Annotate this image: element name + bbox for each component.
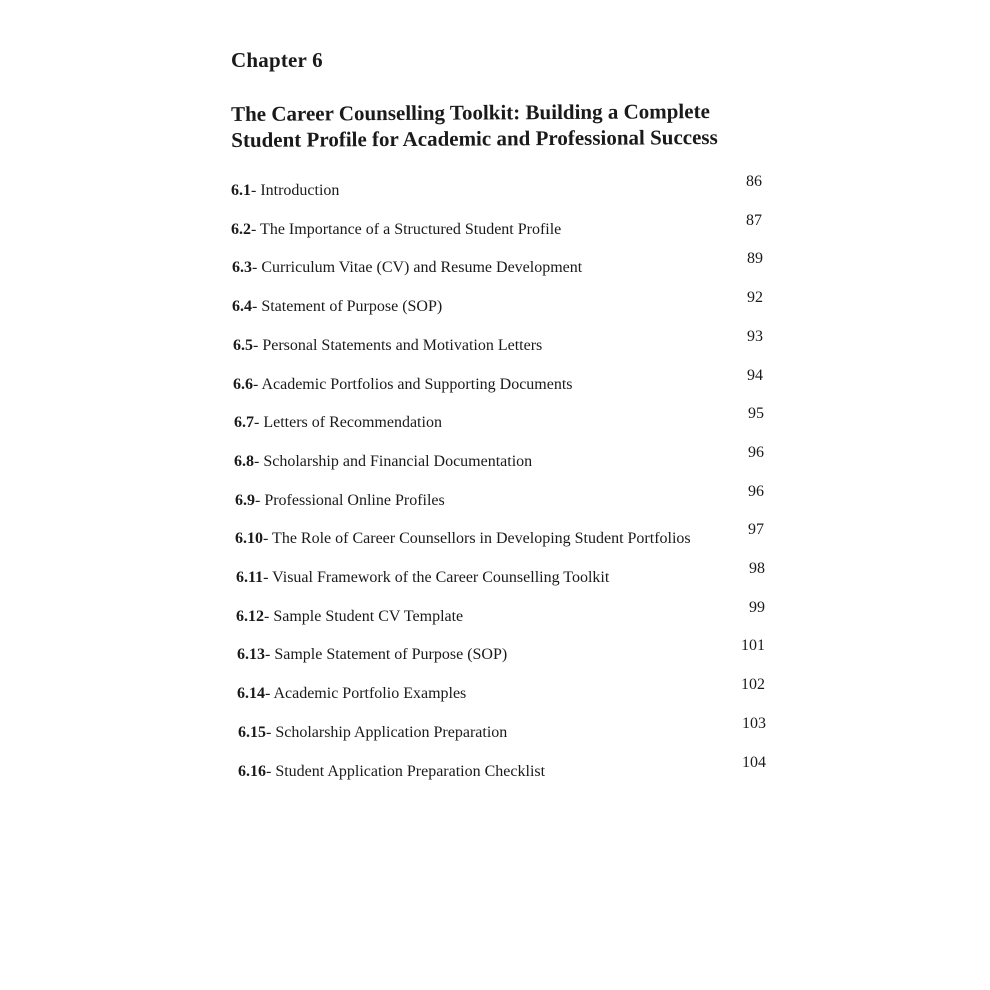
- toc-entry-title: - The Importance of a Structured Student Profile: [251, 221, 562, 238]
- toc-entry-page: 95: [748, 405, 764, 422]
- toc-entry-title: - Sample Statement of Purpose (SOP): [265, 646, 508, 663]
- chapter-title-line-2: Student Profile for Academic and Professional Success: [231, 125, 718, 152]
- toc-entry-page: 86: [746, 173, 762, 190]
- toc-entry-title: - Visual Framework of the Career Counselling Toolkit: [263, 569, 610, 586]
- toc-entry-title: - Sample Student CV Template: [264, 608, 464, 625]
- toc-entry-number: 6.11: [236, 569, 264, 586]
- toc-entry: [238, 760, 545, 784]
- toc-entry-number: 6.1: [231, 182, 251, 199]
- toc-entry-title: - Scholarship and Financial Documentation: [254, 453, 533, 470]
- toc-entry: [233, 334, 542, 358]
- toc-entry-title: - Academic Portfolios and Supporting Documents: [253, 376, 573, 393]
- toc-entry-page: 93: [747, 328, 763, 345]
- toc-entry-number: 6.5: [233, 337, 253, 354]
- toc-entry-page: 103: [742, 715, 766, 732]
- toc-entry: [236, 605, 463, 629]
- toc-entry-page: 97: [748, 521, 764, 538]
- chapter-label: Chapter 6: [231, 48, 323, 72]
- toc-entry-title: - The Role of Career Counsellors in Developing Student Portfolios: [263, 530, 691, 547]
- toc-entry-page: 96: [748, 444, 764, 461]
- toc-entry-title: - Statement of Purpose (SOP): [252, 298, 443, 315]
- toc-entry: [232, 295, 442, 319]
- toc-entry: [237, 643, 507, 667]
- toc-entry-page: 87: [746, 212, 762, 229]
- toc-entry-number: 6.12: [236, 608, 264, 625]
- toc-entry-number: 6.10: [235, 530, 263, 547]
- toc-entry: [235, 489, 445, 513]
- toc-entry-page: 101: [741, 637, 765, 654]
- toc-entry: [236, 566, 609, 590]
- toc-entry-number: 6.13: [237, 646, 265, 663]
- toc-entry-page: 94: [747, 367, 763, 384]
- toc-entry: [231, 179, 339, 203]
- toc-entry: [234, 450, 532, 474]
- toc-entry-title: - Letters of Recommendation: [254, 414, 442, 431]
- toc-entry-number: 6.2: [231, 221, 251, 238]
- toc-entry: [231, 218, 561, 242]
- chapter-title-line-1: The Career Counselling Toolkit: Building a Complete: [231, 99, 710, 126]
- toc-entry-page: 96: [748, 483, 764, 500]
- toc-entry-number: 6.16: [238, 763, 266, 780]
- toc-entry-number: 6.14: [237, 685, 265, 702]
- toc-entry-number: 6.7: [234, 414, 254, 431]
- toc-entry-title: - Scholarship Application Preparation: [266, 724, 508, 741]
- toc-entry: [237, 682, 466, 706]
- toc-entry-title: - Academic Portfolio Examples: [265, 685, 467, 702]
- toc-entry-number: 6.15: [238, 724, 266, 741]
- toc-entry-number: 6.9: [235, 492, 255, 509]
- toc-entry-page: 104: [742, 754, 766, 771]
- toc-entry: [235, 527, 691, 551]
- toc-entry-number: 6.6: [233, 376, 253, 393]
- toc-entry-page: 99: [749, 599, 765, 616]
- toc-entry-page: 92: [747, 289, 763, 306]
- toc-entry: [233, 373, 573, 397]
- toc-entry-title: - Student Application Preparation Checklist: [266, 763, 546, 780]
- toc-entry-number: 6.3: [232, 259, 252, 276]
- toc-entry-page: 89: [747, 250, 763, 267]
- toc-entry: [238, 721, 507, 745]
- toc-entry: [234, 411, 442, 435]
- toc-entry-page: 102: [741, 676, 765, 693]
- toc-entry-title: - Introduction: [251, 182, 340, 199]
- toc-entry-title: - Curriculum Vitae (CV) and Resume Development: [252, 259, 583, 276]
- toc-entry-number: 6.4: [232, 298, 252, 315]
- toc-entry: [232, 256, 582, 280]
- toc-entry-number: 6.8: [234, 453, 254, 470]
- toc-entry-title: - Professional Online Profiles: [255, 492, 445, 509]
- toc-entry-page: 98: [749, 560, 765, 577]
- toc-entry-title: - Personal Statements and Motivation Letters: [253, 337, 543, 354]
